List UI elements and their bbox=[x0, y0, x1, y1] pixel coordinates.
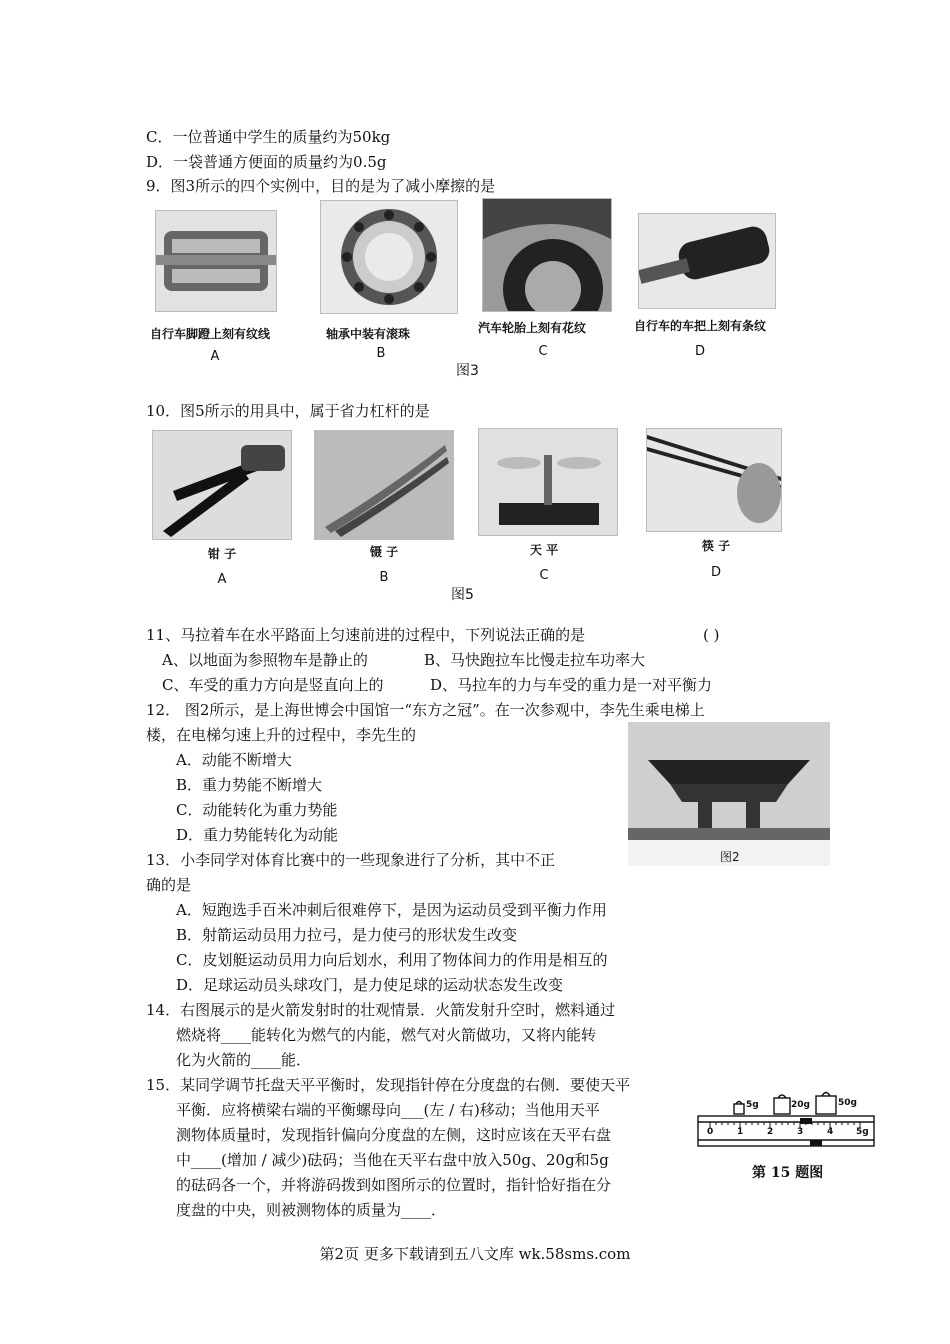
q15-line3: 测物体质量时，发现指针偏向分度盘的左侧，这时应该在天平右盘 bbox=[176, 1126, 612, 1144]
scale-tick-0: 0 bbox=[707, 1127, 714, 1137]
q10-letter-d: D bbox=[710, 565, 721, 580]
weight-50g-label: 50g bbox=[838, 1098, 857, 1108]
q11-stem: 11、马拉着车在水平路面上匀速前进的过程中，下列说法正确的是 bbox=[146, 626, 586, 644]
rider-upper bbox=[800, 1118, 812, 1124]
q13-option-b: B．射箭运动员用力拉弓，是力使弓的形状发生改变 bbox=[176, 926, 518, 944]
figure-15-label: 第 15 题图 bbox=[752, 1165, 824, 1181]
weight-20g-label: 20g bbox=[791, 1100, 810, 1110]
q9-letter-d: D bbox=[694, 344, 705, 359]
car-tire-photo bbox=[482, 198, 612, 312]
q10-stem: 10．图5所示的用具中，属于省力杠杆的是 bbox=[146, 402, 430, 420]
q9-letter-a: A bbox=[210, 349, 220, 364]
q9-caption-c: 汽车轮胎上刻有花纹 bbox=[478, 321, 587, 335]
q12-stem-line1: 12． 图2所示，是上海世博会中国馆一“东方之冠”。在一次参观中，李先生乘电梯上 bbox=[146, 701, 705, 719]
q15-line1: 15．某同学调节托盘天平平衡时，发现指针停在分度盘的右侧．要使天平 bbox=[146, 1076, 631, 1094]
scale-tick-2: 2 bbox=[767, 1127, 774, 1137]
q10-caption-c: 天 平 bbox=[529, 543, 559, 557]
q11-answer-blank: ( ) bbox=[703, 626, 720, 644]
balance-photo bbox=[478, 428, 618, 536]
q13-stem-line2: 确的是 bbox=[146, 876, 192, 894]
q9-caption-b: 轴承中装有滚珠 bbox=[326, 327, 411, 341]
q10-letter-a: A bbox=[217, 572, 227, 587]
scale-tick-3: 3 bbox=[797, 1127, 804, 1137]
figure-5-label: 图5 bbox=[451, 587, 474, 603]
q10-caption-b: 镊 子 bbox=[369, 545, 399, 559]
q14-line3: 化为火箭的____能． bbox=[176, 1051, 312, 1069]
q10-caption-a: 钳 子 bbox=[207, 547, 237, 561]
q10-letter-b: B bbox=[379, 570, 389, 585]
scale-tick-4: 4 bbox=[827, 1127, 834, 1137]
q9-caption-d: 自行车的车把上刻有条纹 bbox=[634, 319, 767, 333]
q10-caption-d: 筷 子 bbox=[701, 539, 731, 553]
figure-2-label: 图2 bbox=[720, 850, 740, 864]
scale-tick-1: 1 bbox=[737, 1127, 744, 1137]
q15-line5: 的砝码各一个，并将游码拨到如图所示的位置时，指针恰好指在分 bbox=[176, 1176, 612, 1194]
q15-line6: 度盘的中央，则被测物体的质量为____． bbox=[176, 1201, 447, 1219]
q12-option-b: B．重力势能不断增大 bbox=[176, 776, 323, 794]
figure-3-label: 图3 bbox=[456, 363, 479, 379]
rider-lower bbox=[810, 1140, 822, 1146]
china-pavilion-figure bbox=[628, 722, 830, 866]
q15-line2: 平衡．应将横梁右端的平衡螺母向___(左 / 右)移动；当他用天平 bbox=[176, 1101, 600, 1119]
q13-option-a: A．短跑选手百米冲刺后很难停下，是因为运动员受到平衡力作用 bbox=[176, 901, 607, 919]
pliers-photo bbox=[152, 430, 292, 540]
tweezers-photo bbox=[314, 430, 454, 540]
q12-option-c: C．动能转化为重力势能 bbox=[176, 801, 338, 819]
q13-option-d: D．足球运动员头球攻门，是力使足球的运动状态发生改变 bbox=[176, 976, 564, 994]
q11-option-a: A、以地面为参照物车是静止的 bbox=[162, 651, 368, 669]
bearing-photo bbox=[320, 200, 458, 314]
q15-balance-figure bbox=[696, 1082, 876, 1152]
weight-5g-label: 5g bbox=[746, 1100, 759, 1110]
q13-stem-line1: 13．小李同学对体育比赛中的一些现象进行了分析，其中不正 bbox=[146, 851, 556, 869]
q14-line1: 14．右图展示的是火箭发射时的壮观情景．火箭发射升空时，燃料通过 bbox=[146, 1001, 616, 1019]
q8-option-c: C．一位普通中学生的质量约为50kg bbox=[146, 128, 391, 146]
q9-letter-c: C bbox=[538, 344, 548, 359]
page-footer: 第2页 更多下载请到五八文库 wk.58sms.com bbox=[319, 1245, 631, 1263]
q13-option-c: C．皮划艇运动员用力向后划水，利用了物体间力的作用是相互的 bbox=[176, 951, 608, 969]
q12-stem-line2: 楼，在电梯匀速上升的过程中，李先生的 bbox=[146, 726, 417, 744]
bicycle-handlebar-photo bbox=[638, 213, 776, 309]
chopsticks-photo bbox=[646, 428, 782, 532]
q10-letter-c: C bbox=[539, 568, 549, 583]
q14-line2: 燃烧将____能转化为燃气的内能，燃气对火箭做功，又将内能转 bbox=[176, 1026, 597, 1044]
q12-option-d: D．重力势能转化为动能 bbox=[176, 826, 339, 844]
q15-line4: 中____(增加 / 减少)砝码；当他在天平右盘中放入50g、20g和5g bbox=[176, 1151, 609, 1169]
q8-option-d: D．一袋普通方便面的质量约为0.5g bbox=[146, 153, 387, 171]
scale-tick-5g: 5g bbox=[856, 1127, 869, 1137]
q9-stem: 9．图3所示的四个实例中，目的是为了减小摩擦的是 bbox=[146, 177, 496, 195]
q9-letter-b: B bbox=[376, 346, 386, 361]
q11-option-d: D、马拉车的力与车受的重力是一对平衡力 bbox=[430, 676, 713, 694]
q12-option-a: A．动能不断增大 bbox=[176, 751, 292, 769]
q11-option-b: B、马快跑拉车比慢走拉车功率大 bbox=[424, 651, 646, 669]
bicycle-pedal-photo bbox=[155, 210, 277, 312]
q9-caption-a: 自行车脚蹬上刻有纹线 bbox=[150, 327, 271, 341]
q11-option-c: C、车受的重力方向是竖直向上的 bbox=[162, 676, 384, 694]
